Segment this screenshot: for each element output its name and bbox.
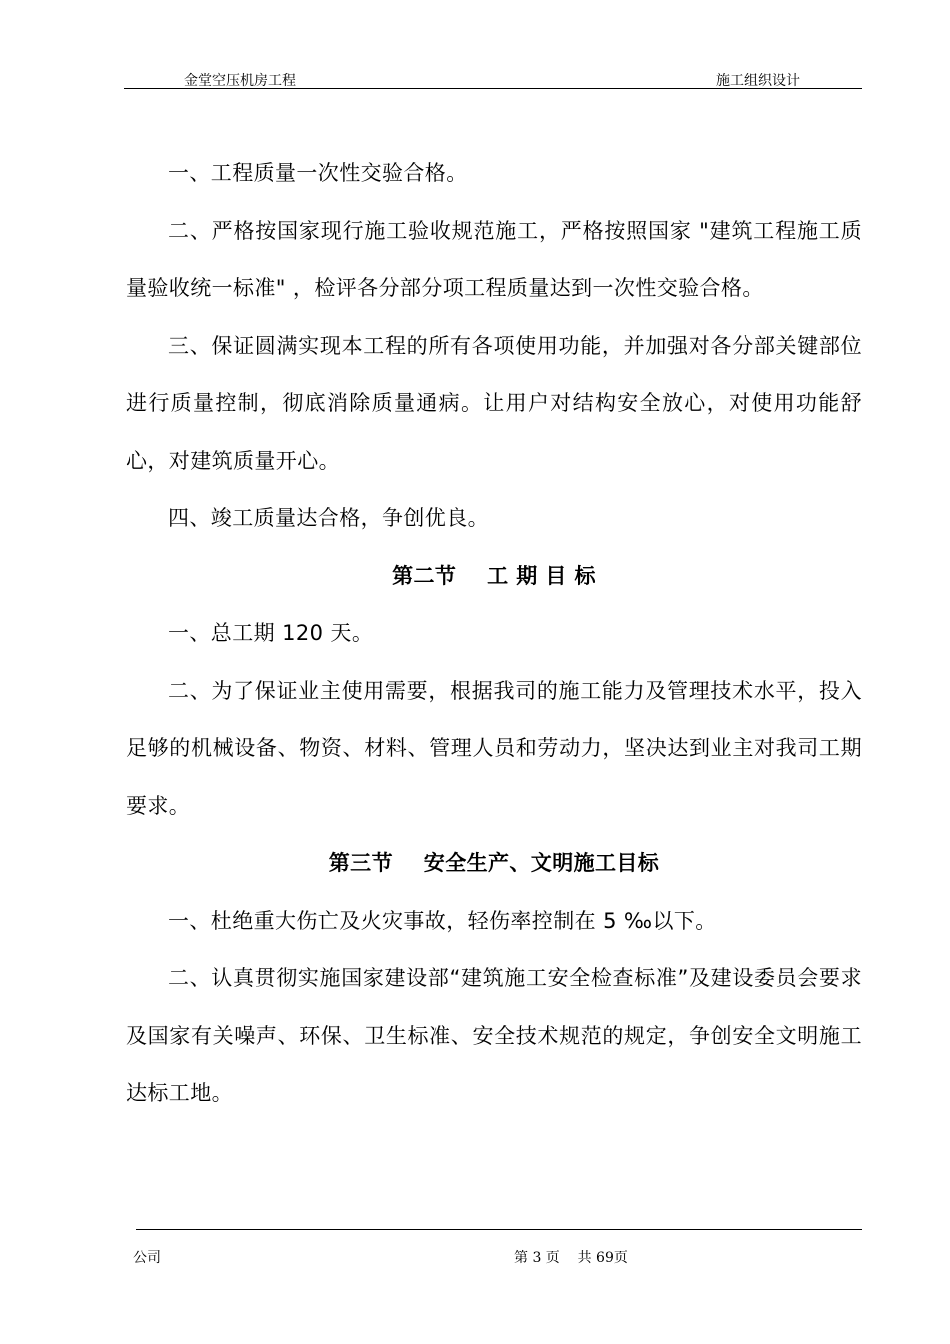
paragraph-quality-3: 三、保证圆满实现本工程的所有各项使用功能，并加强对各分部关键部位进行质量控制，彻底消除质量通病。让用户对结构安全放心，对使用功能舒心，对建筑质量开心。 xyxy=(126,333,862,473)
paragraph-quality-1: 一、工程质量一次性交验合格。 xyxy=(168,161,468,185)
paragraph-safety-2: 二、认真贯彻实施国家建设部“建筑施工安全检查标准”及建设委员会要求及国家有关噪声、环保、卫生标准、安全技术规范的规定，争创安全文明施工达标工地。 xyxy=(126,966,862,1105)
project-name: 金堂空压机房工程 xyxy=(184,73,296,89)
paragraph-safety-1: 一、杜绝重大伤亡及火灾事故，轻伤率控制在 5 ‰以下。 xyxy=(168,908,717,933)
page-header xyxy=(124,68,862,89)
footer-divider xyxy=(136,1229,862,1230)
document-body xyxy=(126,145,862,1123)
paragraph-quality-4: 四、竣工质量达合格，争创优良。 xyxy=(168,506,489,530)
paragraph-quality-2: 二、严格按国家现行施工验收规范施工，严格按照国家 "建筑工程施工质量验收统一标准" ，检评各分部分项工程质量达到一次性交验合格。 xyxy=(126,218,862,300)
section-heading-safety: 第三节 安全生产、文明施工目标 xyxy=(328,851,660,875)
section-heading-schedule: 第二节 工 期 目 标 xyxy=(392,563,596,588)
footer-company: 公司 xyxy=(133,1250,161,1266)
footer-page-number: 第 3 页 共 69页 xyxy=(514,1250,628,1266)
document-type: 施工组织设计 xyxy=(716,73,800,89)
paragraph-schedule-2: 二、为了保证业主使用需要，根据我司的施工能力及管理技术水平，投入足够的机械设备、物资、材料、管理人员和劳动力，坚决达到业主对我司工期要求。 xyxy=(126,678,862,818)
paragraph-schedule-1: 一、总工期 120 天。 xyxy=(168,621,374,645)
